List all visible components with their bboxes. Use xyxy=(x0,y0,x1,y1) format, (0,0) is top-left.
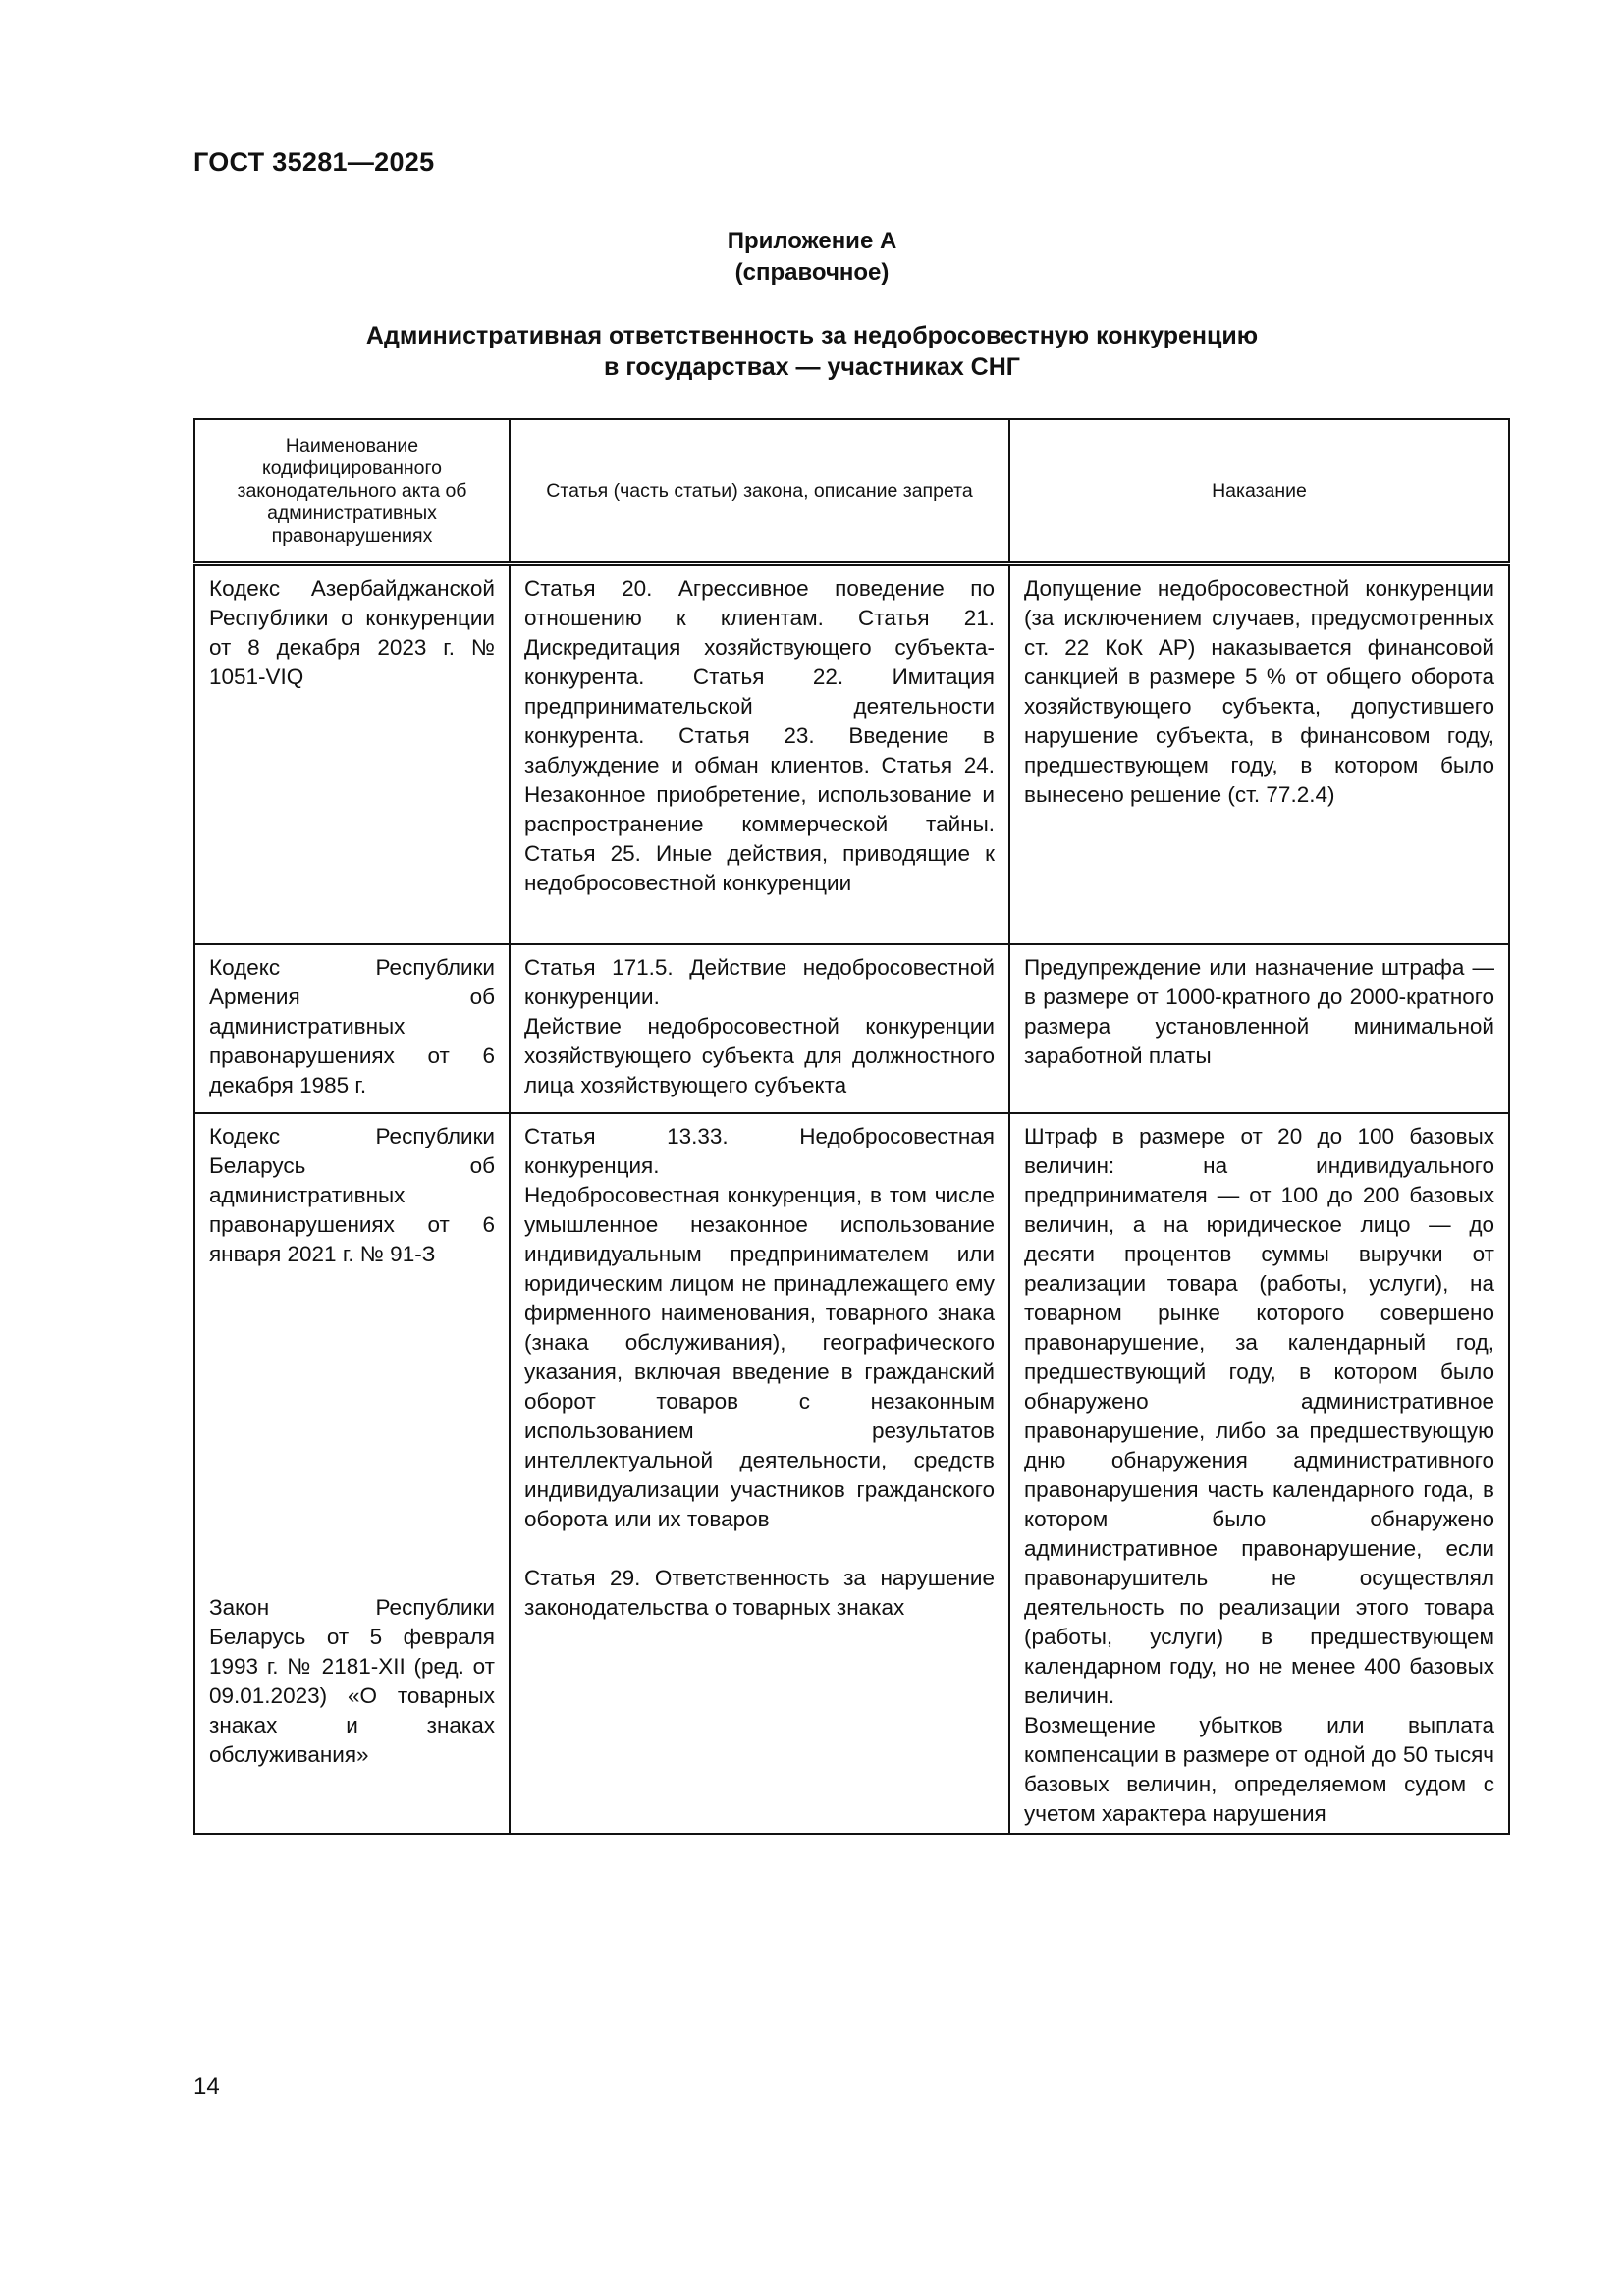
table-cell-penalty xyxy=(1009,564,1509,944)
table-cell-article xyxy=(510,564,1009,944)
article-text: Статья 13.33. Недобросовестная конкуренция. xyxy=(524,1123,995,1178)
table-cell-penalty xyxy=(1009,944,1509,1113)
act-text: Кодекс Республики Армения об административных правонарушениях от 6 декабря 1985 г. xyxy=(209,954,495,1097)
table-header-row xyxy=(194,419,1509,564)
article-text: Статья 20. Агрессивное поведение по отношению к клиентам. Статья 21. Дискредитация хозяйствующего субъекта-конкурента. Статья 22. Имитация предпринимательской деятельности конкурента. Статья 23. Введение в заблуждение и обман клиентов. Статья 24. Незаконное приобретение, использование и распространение коммерческой тайны. Статья 25. Иные действия, приводящие к недобросовестной конкуренции xyxy=(524,576,995,895)
article-description: Действие недобросовестной конкуренции хозяйствующего субъекта для должностного лица хозяйствующего субъекта xyxy=(524,1013,995,1097)
table-cell-penalty xyxy=(1009,1113,1509,1834)
appendix-kind: (справочное) xyxy=(734,259,890,286)
table-cell-article xyxy=(510,944,1009,1113)
document-title-line-2: в государствах — участниках СНГ xyxy=(604,353,1020,381)
column-header-penalty xyxy=(1009,419,1509,564)
column-header-penalty-text: Наказание xyxy=(1212,479,1307,502)
article-text: Статья 171.5. Действие недобросовестной конкуренции. xyxy=(524,954,995,1009)
page-number: 14 xyxy=(193,2073,220,2100)
column-header-article xyxy=(510,419,1009,564)
article-description: Недобросовестная конкуренция, в том числе умышленное незаконное использование индивидуальным предпринимателем или юридическим лицом не принадлежащего ему фирменного наименования, товарного знака (знака обслуживания), географического указания, включая введение в гражданский оборот товаров с незаконным использованием результатов интеллектуальной деятельности, средств индивидуализации участников гражданского оборота или их товаров xyxy=(524,1182,995,1531)
column-header-article-text: Статья (часть статьи) закона, описание запрета xyxy=(546,479,973,502)
table-cell-act xyxy=(194,1113,510,1834)
table-cell-act xyxy=(194,564,510,944)
responsibility-table xyxy=(193,418,1510,1835)
act-text-second: Закон Республики Беларусь от 5 февраля 1993 г. № 2181-XII (ред. от 09.01.2023) «О товарных знаках и знаках обслуживания» xyxy=(209,1594,495,1767)
document-title-line-1: Административная ответственность за недобросовестную конкуренцию xyxy=(365,322,1259,349)
table-row xyxy=(194,1113,1509,1834)
appendix-title: Приложение А xyxy=(727,228,897,254)
article-text-second: Статья 29. Ответственность за нарушение законодательства о товарных знаках xyxy=(524,1565,995,1620)
penalty-text: Предупреждение или назначение штрафа — в размере от 1000-кратного до 2000-кратного размера установленной минимальной заработной платы xyxy=(1024,954,1494,1068)
document-code: ГОСТ 35281—2025 xyxy=(193,147,435,177)
act-text: Кодекс Республики Беларусь об административных правонарушениях от 6 января 2021 г. № 91-З xyxy=(209,1123,495,1266)
table-row xyxy=(194,564,1509,944)
penalty-text-second: Возмещение убытков или выплата компенсации в размере от одной до 50 тысяч базовых величин, определяемом судом с учетом характера нарушения xyxy=(1024,1712,1494,1826)
table-row xyxy=(194,944,1509,1113)
penalty-text: Штраф в размере от 20 до 100 базовых величин: на индивидуального предпринимателя — от 100 до 200 базовых величин, а на юридическое лицо — до десяти процентов суммы выручки от реализации товара (работы, услуги), на товарном рынке которого совершено правонарушение, за календарный год, предшествующий году, в котором было обнаружено административное правонарушение, либо за предшествующую дню обнаружения административного правонарушения часть календарного года, в котором было обнаружено административное правонарушение, если правонарушитель не осуществлял деятельность по реализации этого товара (работы, услуги) в предшествующем календарном году, но не менее 400 базовых величин. xyxy=(1024,1123,1494,1708)
table-cell-act xyxy=(194,944,510,1113)
table-cell-article xyxy=(510,1113,1009,1834)
column-header-act-text: Наименование кодифицированного законодательного акта об административных правонарушениях xyxy=(237,434,467,547)
penalty-text: Допущение недобросовестной конкуренции (за исключением случаев, предусмотренных ст. 22 КоК АР) наказывается финансовой санкцией в размере 5 % от общего оборота хозяйствующего субъекта, допустившего нарушение субъекта, в финансовом году, предшествующем году, в котором было вынесено решение (ст. 77.2.4) xyxy=(1024,576,1494,807)
column-header-act xyxy=(194,419,510,564)
act-text: Кодекс Азербайджанской Республики о конкуренции от 8 декабря 2023 г. № 1051-VIQ xyxy=(209,576,495,689)
